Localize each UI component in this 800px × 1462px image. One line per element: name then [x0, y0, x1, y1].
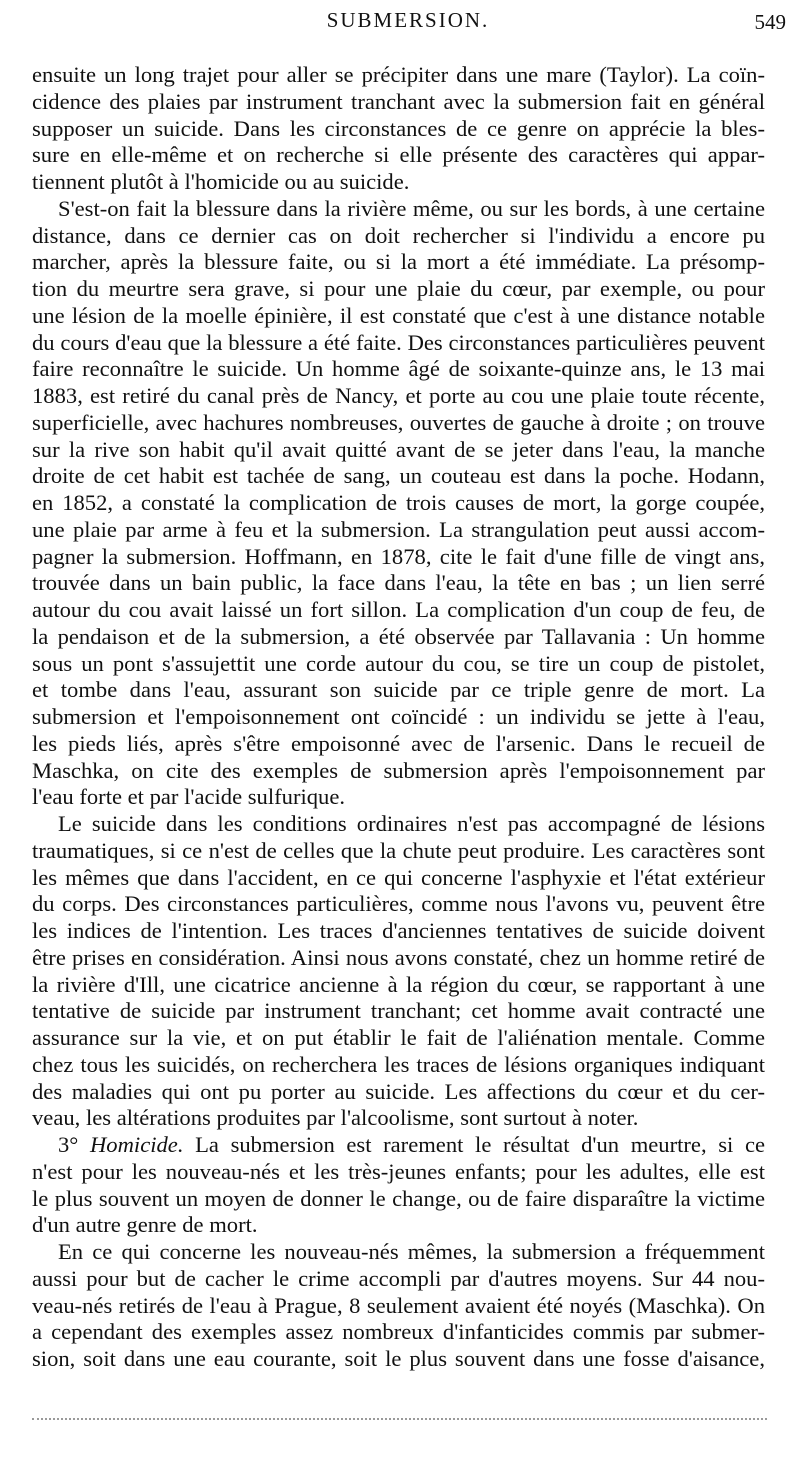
paragraph-2 — [32, 196, 765, 811]
text-line: submersion et l'empoisonnement ont coïncidé : un individu se jette à l'eau, — [32, 704, 765, 729]
text-line: distance, dans ce dernier cas on doit rechercher si l'individu a encore pu — [32, 222, 765, 248]
text-line: n'est pour les nouveau-nés et les très-jeunes enfants; pour les adultes, elle est — [32, 1158, 765, 1184]
text-line: ensuite un long trajet pour aller se précipiter dans une mare (Taylor). La coïn- — [32, 62, 765, 87]
text-line: sure en elle-même et on recherche si elle présente des caractères qui appar- — [32, 142, 765, 168]
text-line: faire reconnaître le suicide. Un homme âgé de soixante-quinze ans, le 13 mai — [32, 356, 765, 382]
text-line: la pendaison et de la submersion, a été observée par Tallavania : Un homme — [32, 623, 765, 649]
running-head — [30, 2, 786, 42]
text-line: trouvée dans un bain public, la face dans l'eau, la tête en bas ; un lien serré — [32, 570, 765, 596]
body-text — [32, 62, 765, 1373]
text-line: du cours d'eau que la blessure a été faite. Des circonstances particulières peuvent — [32, 329, 765, 355]
page-number: 549 — [754, 10, 786, 34]
text-line: les indices de l'intention. Les traces d'anciennes tentatives de suicide doivent — [32, 918, 765, 943]
text-line: 1883, est retiré du canal près de Nancy, et porte au cou une plaie toute récente, — [32, 383, 765, 408]
text-line: superficielle, avec hachures nombreuses, ouvertes de gauche à droite ; on trouve — [32, 409, 765, 435]
section-number: 3° — [58, 1132, 79, 1157]
paragraph-homicide — [32, 1132, 765, 1239]
text-line: Le suicide dans les conditions ordinaires n'est pas accompagné de lésions — [58, 811, 765, 836]
text-line: du corps. Des circonstances particulières, comme nous l'avons vu, peuvent être — [32, 891, 765, 917]
section-first-line-text: La submersion est rarement le résultat d'un meurtre, si ce — [195, 1132, 765, 1157]
text-line: la rivière d'Ill, une cicatrice ancienne à la région du cœur, se rapportant à une — [32, 971, 765, 997]
text-line: marcher, après la blessure faite, ou si la mort a été immédiate. La présomp- — [32, 249, 765, 275]
text-line: aussi pour but de cacher le crime accompli par d'autres moyens. Sur 44 nou- — [32, 1265, 765, 1291]
paragraph-3 — [32, 811, 765, 1132]
text-line: d'un autre genre de mort. — [32, 1212, 258, 1238]
text-line: sous un pont s'assujettit une corde autour du cou, se tire un coup de pistolet, — [32, 650, 765, 676]
paragraph-5 — [32, 1239, 765, 1373]
text-line: assurance sur la vie, et on put établir le fait de l'aliénation mentale. Comme — [32, 1025, 765, 1050]
text-line: et tombe dans l'eau, assurant son suicide par ce triple genre de mort. La — [32, 677, 765, 703]
text-line: une lésion de la moelle épinière, il est constaté que c'est à une distance notable — [32, 302, 765, 328]
text-line: tentative de suicide par instrument tranchant; cet homme avait contracté une — [32, 998, 765, 1024]
text-line: droite de cet habit est tachée de sang, un couteau est dans la poche. Hodann, — [32, 463, 765, 489]
text-line: sur la rive son habit qu'il avait quitté avant de se jeter dans l'eau, la manche — [32, 436, 765, 462]
text-line: les pieds liés, après s'être empoisonné avec de l'arsenic. Dans le recueil de — [32, 730, 765, 756]
text-line: En ce qui concerne les nouveau-nés mêmes, la submersion a fréquemment — [58, 1239, 765, 1264]
text-line: être prises en considération. Ainsi nous avons constaté, chez un homme retiré de — [32, 944, 765, 970]
text-line: cidence des plaies par instrument tranchant avec la submersion fait en général — [32, 88, 765, 114]
text-line — [32, 1132, 765, 1159]
text-line: pagner la submersion. Hoffmann, en 1878, cite le fait d'une fille de vingt ans, — [32, 543, 765, 569]
text-line: tion du meurtre sera grave, si pour une plaie du cœur, par exemple, ou pour — [32, 276, 765, 301]
text-line: supposer un suicide. Dans les circonstances de ce genre on apprécie la bles- — [32, 115, 765, 141]
text-line: Maschka, on cite des exemples de submersion après l'empoisonnement par — [32, 757, 765, 783]
section-heading: Homicide. — [89, 1132, 184, 1157]
text-line: traumatiques, si ce n'est de celles que la chute peut produire. Les caractères sont — [32, 837, 765, 863]
text-line: chez tous les suicidés, on recherchera les traces de lésions organiques indiquant — [32, 1051, 765, 1077]
running-title: SUBMERSION. — [326, 8, 490, 32]
text-line: en 1852, a constaté la complication de trois causes de mort, la gorge coupée, — [32, 490, 765, 515]
text-line: sion, soit dans une eau courante, soit le plus souvent dans une fosse d'aisance, — [32, 1346, 765, 1371]
text-line: les mêmes que dans l'accident, en ce qui concerne l'asphyxie et l'état extérieur — [32, 864, 765, 890]
text-line: une plaie par arme à feu et la submersion. La strangulation peut aussi accom- — [32, 516, 765, 542]
text-line: le plus souvent un moyen de donner le change, ou de faire disparaître la victime — [32, 1185, 765, 1211]
text-line: l'eau forte et par l'acide sulfurique. — [32, 784, 346, 810]
text-line: veau-nés retirés de l'eau à Prague, 8 seulement avaient été noyés (Maschka). On — [32, 1292, 765, 1318]
text-line: veau, les altérations produites par l'alcoolisme, sont surtout à noter. — [32, 1105, 639, 1131]
text-line: S'est-on fait la blessure dans la rivière même, ou sur les bords, à une certaine — [58, 195, 765, 221]
text-line: tiennent plutôt à l'homicide ou au suicide. — [32, 169, 410, 194]
text-line: a cependant des exemples assez nombreux d'infanticides commis par submer- — [32, 1319, 765, 1345]
footer-dotted-rule — [32, 1418, 767, 1420]
text-line: autour du cou avait laissé un fort sillon. La complication d'un coup de feu, de — [32, 597, 765, 622]
text-line: des maladies qui ont pu porter au suicide. Les affections du cœur et du cer- — [32, 1078, 765, 1104]
paragraph-1 — [32, 62, 765, 196]
